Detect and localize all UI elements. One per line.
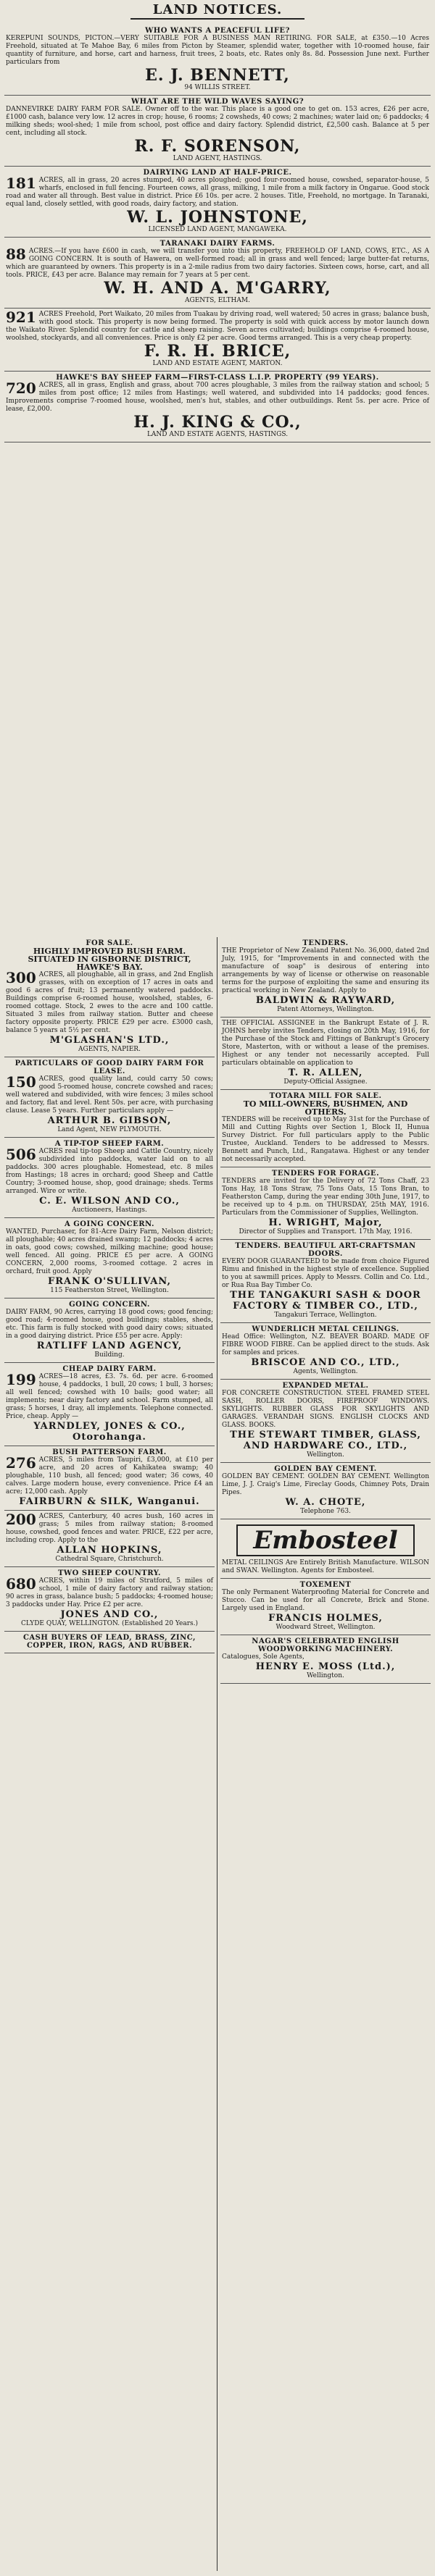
ad-text: METAL CEILINGS Are Entirely British Manufacture. WILSON and SWAN. Wellington. Agents for Embosteel. bbox=[222, 1559, 429, 1574]
left-column bbox=[4, 937, 215, 2571]
ad-acreage: 300 bbox=[6, 969, 36, 986]
ad-advertiser: THE TANGAKURI SASH & DOOR FACTORY & TIMBER CO., LTD., bbox=[230, 1290, 421, 1312]
advertisement bbox=[220, 1167, 431, 1240]
advertisement bbox=[4, 1057, 215, 1138]
ad-heading: HIGHLY IMPROVED BUSH FARM. bbox=[33, 947, 186, 956]
ad-acreage: 200 bbox=[6, 1511, 36, 1528]
ad-address: 115 Featherston Street, Wellington. bbox=[50, 1287, 169, 1294]
ad-caption: WUNDERLICH METAL CEILINGS. bbox=[252, 1325, 399, 1333]
page-title: LAND NOTICES. bbox=[152, 2, 283, 17]
ad-address: AGENTS, ELTHAM. bbox=[185, 297, 250, 304]
ad-text: GOLDEN BAY CEMENT. GOLDEN BAY CEMENT. Wellington Lime, J. J. Craig's Lime, Fireclay Goods, Chimney Pots, Drain Pipes. bbox=[222, 1473, 429, 1496]
ad-caption: TARANAKI DAIRY FARMS. bbox=[160, 240, 276, 248]
ad-caption: TENDERS. bbox=[302, 939, 349, 947]
ad-address: LICENSED LAND AGENT, MANGAWEKA. bbox=[148, 226, 287, 233]
ad-body bbox=[6, 1228, 213, 1276]
ad-caption: TWO SHEEP COUNTRY. bbox=[57, 1569, 162, 1577]
advertisement bbox=[220, 937, 431, 1018]
ad-advertiser: JONES AND CO., bbox=[60, 1609, 159, 1620]
ad-body bbox=[222, 1653, 429, 1661]
ad-text: ACRES, all in grass, English and grass, about 700 acres ploughable, 3 miles from the railway station and school; 5 miles from post office; 12 miles from Hastings; well watered, and subdivided into 14 paddocks; good fences. Improvements comprise 7-roomed house, woolshed, men's hut, stables, and other outbuildings. Rent 5s. per acre. Price of lease, £2,000. bbox=[6, 382, 429, 413]
ad-address: Cathedral Square, Christchurch. bbox=[55, 1556, 164, 1563]
ad-caption: TENDERS FOR FORAGE. bbox=[271, 1170, 380, 1178]
advertisement bbox=[220, 1240, 431, 1323]
ad-caption: EXPANDED METAL. bbox=[282, 1382, 369, 1390]
ad-address: LAND AND ESTATE AGENTS, HASTINGS. bbox=[146, 431, 289, 438]
ad-acreage: 181 bbox=[6, 175, 36, 192]
ad-acreage: 506 bbox=[6, 1146, 36, 1163]
header-rule bbox=[130, 18, 304, 20]
ad-advertiser: R. F. SORENSON, bbox=[134, 137, 301, 156]
advertisement bbox=[4, 238, 431, 309]
ad-body bbox=[6, 971, 213, 1035]
ad-address: Woodward Street, Wellington. bbox=[276, 1624, 376, 1631]
ad-address: Patent Attorneys, Wellington. bbox=[277, 1006, 374, 1013]
ad-logo: Embosteel bbox=[236, 1524, 415, 1556]
advertisement bbox=[4, 96, 431, 167]
ad-advertiser: FRANK O'SULLIVAN, bbox=[48, 1276, 171, 1287]
ad-text: ACRES.—If you have £600 in cash, we will transfer you into this property, FREEHOLD OF LAND, COWS, ETC., AS A GOING CONCERN. It is south of Hawera, on well-formed road; all in grass and well fenced; large butter-fat returns, which are guaranteed by owners. This property is in a 2-mile radius from two dairy factories. Sixteen cows, horse, cart, and all tools. PRICE, £43 per acre. Balance may remain for 7 years at 5 per cent. bbox=[6, 248, 429, 279]
ad-address: 94 WILLIS STREET. bbox=[184, 84, 251, 91]
ad-advertiser: M'GLASHAN'S LTD., bbox=[49, 1035, 170, 1046]
ad-caption: A GOING CONCERN. bbox=[64, 1220, 154, 1228]
ad-advertiser: T. R. ALLEN, bbox=[288, 1067, 363, 1078]
ad-body bbox=[6, 1456, 213, 1496]
advertisement bbox=[220, 1635, 431, 1684]
ad-body bbox=[222, 1258, 429, 1290]
advertisement bbox=[4, 1511, 215, 1567]
ad-advertiser: FRANCIS HOLMES, bbox=[268, 1613, 383, 1624]
ad-advertiser: W. A. CHOTE, bbox=[285, 1497, 366, 1508]
ad-body bbox=[6, 35, 429, 67]
ad-subheading: SITUATED IN GISBORNE DISTRICT, HAWKE'S BAY. bbox=[28, 955, 191, 972]
advertisement bbox=[4, 1218, 215, 1299]
ad-address: CLYDE QUAY, WELLINGTON. (Established 20 Years.) bbox=[20, 1620, 198, 1627]
ad-address: AGENTS, NAPIER. bbox=[78, 1046, 141, 1053]
ad-caption: WHAT ARE THE WILD WAVES SAYING? bbox=[130, 98, 304, 106]
ad-body bbox=[6, 1513, 213, 1545]
ad-text: EVERY DOOR GUARANTEED to be made from choice Figured Rimu and finished in the highest style of excellence. Supplied to you at sawmill prices. Apply to Messrs. Collin and Co. Ltd., or Rua Rua Bay Timber Co. bbox=[222, 1258, 429, 1289]
ad-body bbox=[6, 379, 429, 414]
ad-body bbox=[6, 1075, 213, 1115]
page-header bbox=[0, 0, 435, 22]
ad-advertiser: HENRY E. MOSS (Ltd.), bbox=[255, 1661, 396, 1672]
ad-heading: TO MILL-OWNERS, BUSHMEN, AND OTHERS. bbox=[243, 1099, 408, 1117]
advertisement bbox=[220, 1463, 431, 1519]
ad-advertiser: F. R. H. BRICE, bbox=[144, 342, 291, 361]
ad-text: Catalogues, Sole Agents, bbox=[222, 1653, 304, 1661]
ad-advertiser: ALLAN HOPKINS, bbox=[57, 1545, 162, 1556]
ad-body bbox=[222, 1559, 429, 1575]
ad-text: ACRES, within 19 miles of Stratford, 5 miles of school, 1 mile of dairy factory and railway station; 90 acres in grass, balance bush; 5 paddocks; 4-roomed house; 3 paddocks under Hay. Price £2 per acre. bbox=[6, 1577, 213, 1608]
advertisement bbox=[220, 1323, 431, 1380]
ad-address: Deputy-Official Assignee. bbox=[283, 1078, 368, 1086]
ad-body bbox=[6, 1577, 213, 1609]
ad-address: Agents, Wellington. bbox=[293, 1368, 358, 1375]
ad-acreage: 276 bbox=[6, 1454, 36, 1472]
ad-text: ACRES, 5 miles from Taupiri, £3,000, at £10 per acre, and 20 acres of Kahikatea swamp; 40 ploughable, 110 bush, all fenced; good water; 36 cows, 40 calves. Large modern house, every convenience. Price £4 an acre; 12,000 cash. Apply bbox=[6, 1456, 213, 1495]
advertisement bbox=[4, 167, 431, 238]
ad-text: DANNEVIRKE DAIRY FARM FOR SALE. Owner off to the war. This place is a good one to get on. 153 acres, £26 per acre, £1000 cash, balance very low. 12 acres in crop; house, 6 rooms; 2 cowsheds, 40 cows; 2 machines; water laid on; 6 paddocks; 4 milking sheds; wool-shed; 1 mile from school, post office and dairy factory. Splendid district, £2,500 cash. Balance at 5 per cent, including all stock. bbox=[6, 106, 429, 137]
ad-body bbox=[6, 1148, 213, 1196]
ad-text: ACRES—18 acres, £3. 7s. 6d. per acre. 6-roomed house, 4 paddocks, 1 bull, 20 cows; 1 bull, 3 horses; all well fenced; cowshed with 10 bails; good water; all implements; near dairy factory and school. Farm stumped, all grass; 5 horses, 1 dray, all implements. Telephone connected. Price, cheap. Apply — bbox=[6, 1373, 213, 1420]
ad-text: ACRES, all in grass, 20 acres stumped, 40 acres ploughed; good four-roomed house, cowshed, separator-house, 5 wharfs, enclosed in full fencing. Fourteen cows, all grass, milking, 1 mile from a milk factory in Ongarue. Good stock road and water all through. Best value in district. Price £6 10s. per acre. 2 houses. Title, Freehold, no mortgage. In Taranaki, equal land, closely settled, with good roads, dairy factory, and station. bbox=[6, 177, 429, 208]
ad-caption: PARTICULARS OF GOOD DAIRY FARM FOR LEASE. bbox=[14, 1060, 204, 1075]
advertisement bbox=[4, 1567, 215, 1632]
ad-text: TENDERS are invited for the Delivery of 72 Tons Chaff, 23 Tons Hay, 18 Tons Straw, 75 Tons Oats, 15 Tons Bran, to Featherston Camp, during the year ending 30th June, 1917, to be received up to 4 p.m. on THURSDAY, 25th MAY, 1916. Particulars from the Commissioner of Supplies, Wellington. bbox=[222, 1178, 429, 1217]
ad-address: Land Agent, NEW PLYMOUTH. bbox=[57, 1126, 162, 1133]
ad-address: Tangakuri Terrace, Wellington. bbox=[274, 1312, 377, 1319]
ad-address: Wellington. bbox=[307, 1451, 344, 1459]
ad-advertiser: H. WRIGHT, Major, bbox=[268, 1217, 383, 1228]
ad-body bbox=[6, 177, 429, 209]
ad-body bbox=[222, 1020, 429, 1067]
ad-caption: CHEAP DAIRY FARM. bbox=[62, 1365, 157, 1373]
ad-text: THE Proprietor of New Zealand Patent No. 36,000, dated 2nd July, 1915, for "Improvements in and connected with the manufacture of soap" is desirous of entering into arrangements by way of license or otherwise on reasonable terms for the purpose of exploiting the same and ensuring its practical working in New Zealand. Apply to bbox=[222, 947, 429, 994]
advertisement bbox=[4, 309, 431, 372]
ad-advertiser: THE STEWART TIMBER, GLASS, AND HARDWARE CO., LTD., bbox=[230, 1430, 421, 1451]
advertisement bbox=[4, 937, 215, 1057]
advertisement bbox=[220, 1090, 431, 1167]
ad-address: LAND AGENT, HASTINGS. bbox=[173, 155, 262, 162]
ad-acreage: 199 bbox=[6, 1371, 36, 1388]
ad-caption: NAGAR'S CELEBRATED ENGLISH WOODWORKING MACHINERY. bbox=[252, 1637, 399, 1653]
ad-caption: TOXEMENT bbox=[299, 1581, 352, 1589]
ad-text: FOR CONCRETE CONSTRUCTION. STEEL FRAMED STEEL SASH, ROLLER DOORS, FIREPROOF WINDOWS. SKYLIGHTS. RUBBER GLASS FOR SKYLIGHTS AND GARAGES. VERANDAH SIGNS. ENGLISH CLOCKS AND GLASS. BOOKS. bbox=[222, 1390, 429, 1429]
ad-acreage: 150 bbox=[6, 1073, 36, 1091]
ad-advertiser: YARNDLEY, JONES & CO., Otorohanga. bbox=[33, 1421, 186, 1443]
ad-body bbox=[222, 1473, 429, 1497]
ad-text: THE OFFICIAL ASSIGNEE in the Bankrupt Estate of J. R. JOHNS hereby invites Tenders, closing on 20th May, 1916, for the Purchase of the Stock and Fittings of Bankrupt's Grocery Store, Masterton, with or without a lease of the premises. Highest or any tender not necessarily accepted. Full particulars obtainable on application to bbox=[222, 1020, 429, 1067]
ad-caption: HAWKE'S BAY SHEEP FARM—FIRST-CLASS L.I.P. PROPERTY (99 YEARS). bbox=[56, 374, 379, 382]
column-divider bbox=[217, 937, 218, 2571]
ad-advertiser: ARTHUR B. GIBSON, bbox=[47, 1115, 172, 1126]
top-ads bbox=[4, 25, 431, 937]
ad-advertiser: W. L. JOHNSTONE, bbox=[127, 208, 308, 227]
ad-advertiser: BALDWIN & RAYWARD, bbox=[255, 995, 396, 1006]
ad-acreage: 921 bbox=[6, 309, 36, 326]
ad-address: Building. bbox=[94, 1351, 125, 1359]
ad-caption: FOR SALE. bbox=[86, 939, 133, 947]
ad-body bbox=[222, 1333, 429, 1357]
advertisement bbox=[4, 25, 431, 96]
ad-body bbox=[6, 311, 429, 343]
advertisement bbox=[220, 1380, 431, 1463]
ad-text: KEREPUNI SOUNDS, PICTON.—VERY SUITABLE FOR A BUSINESS MAN RETIRING. FOR SALE, at £350.—10 Acres Freehold, situated at Te Mahoe Bay, 6 miles from Picton by Steamer, splendid water, together with 10-roomed house, fair quantity of furniture, and horse, cart and harness, fruit trees, 2 boats, etc. Rates only 8s. 8d. Possession June next. Further particulars from bbox=[6, 35, 429, 66]
ad-body bbox=[222, 1178, 429, 1217]
ad-caption: A TIP-TOP SHEEP FARM. bbox=[54, 1140, 165, 1148]
ad-advertiser: C. E. WILSON AND CO., bbox=[39, 1196, 180, 1207]
ad-caption: DAIRYING LAND AT HALF-PRICE. bbox=[143, 169, 292, 177]
ad-text: TENDERS will be received up to May 31st for the Purchase of Mill and Cutting Rights over Section 1, Block II, Hunua Survey District. For full particulars apply to the Public Trustee, Auckland. Tenders to be addressed to Messrs. Bennett and Punch, Ltd., Rangatawa. Highest or any tender not necessarily accepted. bbox=[222, 1116, 429, 1163]
advertisement bbox=[4, 1363, 215, 1446]
ad-body bbox=[222, 1589, 429, 1613]
ad-text: WANTED, Purchaser, for 81-Acre Dairy Farm, Nelson district; all ploughable; 40 acres drained swamp; 12 paddocks; 4 acres in oats, good cows; cowshed, milking machine; good house; well fenced. All going. PRICE £5 per acre. A GOING CONCERN, 2,000 rooms, 3-roomed cottage. 2 acres in orchard, fruit good. Apply bbox=[6, 1228, 213, 1275]
ad-body bbox=[6, 248, 429, 280]
ad-advertiser: FAIRBURN & SILK, Wanganui. bbox=[19, 1496, 200, 1507]
ad-body bbox=[222, 1116, 429, 1164]
ad-text: ACRES, all ploughable, all in grass, and 2nd English grasses, with on exception of 17 acres in oats and good 6 acres of fruit; 13 permanently watered paddocks. Buildings comprise 6-roomed house, woolshed, stables, 6-roomed cottage. Stock, 2 ewes to the acre and 100 cattle. Situated 3 miles from railway station. Butter and cheese factory opposite property. PRICE £29 per acre. £3000 cash, balance 5 years at 5½ per cent. bbox=[6, 971, 213, 1034]
advertisement bbox=[4, 372, 431, 442]
ad-address: Auctioneers, Hastings. bbox=[72, 1207, 147, 1214]
ad-caption: BUSH PATTERSON FARM. bbox=[52, 1448, 167, 1456]
ad-body bbox=[222, 1390, 429, 1430]
advertisement bbox=[4, 1632, 215, 1653]
ad-advertiser: E. J. BENNETT, bbox=[145, 66, 290, 85]
ad-body bbox=[6, 1373, 213, 1421]
ad-address: Wellington. bbox=[307, 1672, 344, 1679]
ad-advertiser: H. J. KING & CO., bbox=[133, 413, 302, 432]
ad-address: Director of Supplies and Transport. 17th May, 1916. bbox=[239, 1228, 413, 1235]
advertisement bbox=[4, 1446, 215, 1511]
ad-text: The only Permanent Waterproofing Material for Concrete and Stucco. Can be used for all Concrete, Brick and Stone. Largely used in England. bbox=[222, 1589, 429, 1612]
ad-caption: GOING CONCERN. bbox=[69, 1301, 150, 1309]
ad-text: ACRES Freehold, Port Waikato, 20 miles from Tuakau by driving road, well watered; 50 acres in grass; balance bush, with good stock. This property is now being formed. The property is sold with quick access by motor launch down the Waikato River. Splendid country for cattle and sheep raising. Seven acres cultivated; buildings comprise 4-roomed house, woolshed, stockyards, and all conveniences. Price is only £2 per acre. Good terms arranged. This is a very cheap property. bbox=[6, 311, 429, 342]
advertisement bbox=[4, 1138, 215, 1218]
advertisement bbox=[220, 1018, 431, 1090]
ad-text: ACRES real tip-top Sheep and Cattle Country, nicely subdivided into paddocks, water laid on to all paddocks. 300 acres ploughable. Homestead, etc. 8 miles from Hastings; 18 acres in orchard; good Sheep and Cattle Country; 3-roomed house, shop, good drainage; sheds. Terms arranged. Wire or write. bbox=[6, 1148, 213, 1195]
ad-caption: CASH BUYERS OF LEAD, BRASS, ZINC, COPPER, IRON, RAGS, AND RUBBER. bbox=[22, 1634, 196, 1650]
advertisement bbox=[220, 1579, 431, 1635]
ad-body bbox=[6, 106, 429, 138]
ad-caption: WHO WANTS A PEACEFUL LIFE? bbox=[145, 27, 290, 35]
ad-acreage: 680 bbox=[6, 1575, 36, 1593]
ad-text: DAIRY FARM, 90 Acres, carrying 18 good cows; good fencing; good road; 4-roomed house, good buildings; stables, sheds, etc. This farm is fully stocked with good dairy cows; situated in a good dairying district. Price £55 per acre. Apply: bbox=[6, 1309, 213, 1340]
ad-text: ACRES, Canterbury, 40 acres bush, 160 acres in grass; 5 miles from railway station; 8-roomed house, cowshed, good fences and water. PRICE, £22 per acre, including crop. Apply to the bbox=[6, 1513, 213, 1544]
ad-caption: TOTARA MILL FOR SALE. bbox=[269, 1092, 382, 1100]
ad-acreage: 88 bbox=[6, 246, 26, 263]
ad-caption: TENDERS. BEAUTIFUL ART-CRAFTSMAN DOORS. bbox=[235, 1242, 416, 1258]
ad-advertiser: BRISCOE AND CO., LTD., bbox=[251, 1357, 400, 1368]
ad-body bbox=[6, 1309, 213, 1341]
ad-acreage: 720 bbox=[6, 379, 36, 397]
ad-text: Head Office: Wellington, N.Z. BEAVER BOARD. MADE OF FIBRE WOOD FIBRE. Can be applied direct to the studs. Ask for samples and prices. bbox=[222, 1333, 429, 1356]
ad-advertiser: RATLIFF LAND AGENCY, bbox=[36, 1341, 183, 1351]
advertisement bbox=[220, 1519, 431, 1579]
ad-address: LAND AND ESTATE AGENT, MARTON. bbox=[152, 360, 283, 367]
right-column bbox=[220, 937, 431, 2571]
ad-caption: GOLDEN BAY CEMENT. bbox=[274, 1465, 377, 1473]
ad-address: Telephone 763. bbox=[300, 1508, 351, 1515]
ad-body bbox=[222, 947, 429, 995]
advertisement bbox=[4, 1299, 215, 1363]
ad-text: ACRES, good quality land, could carry 50 cows; good 5-roomed house, concrete cowshed and races; well watered and subdivided, with wire fences; 3 miles school and factory, flat and level. Rent 50s. per acre, with purchasing clause. Lease 5 years. Further particulars apply — bbox=[6, 1075, 213, 1115]
ad-advertiser: W. H. AND A. M'GARRY, bbox=[104, 279, 331, 298]
